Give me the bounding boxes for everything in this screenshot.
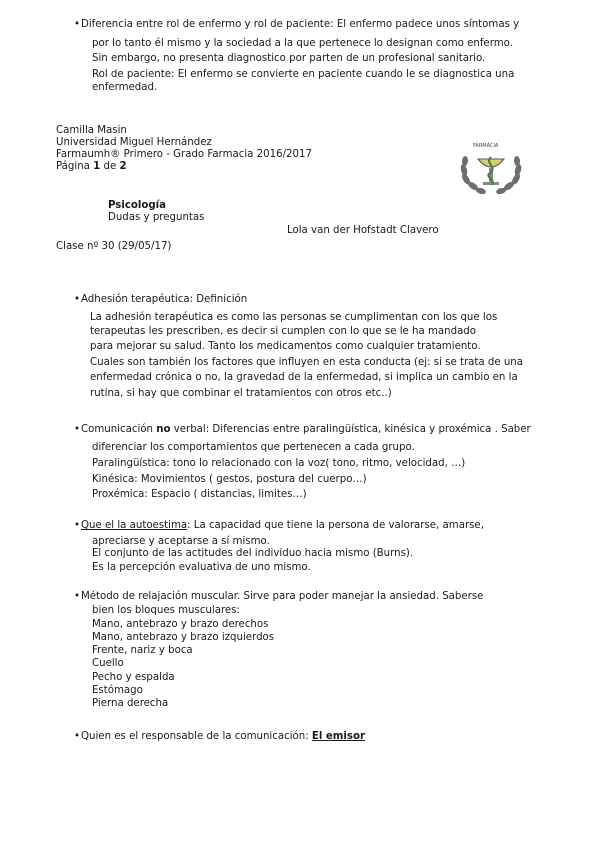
bullet-dot: •: [74, 19, 81, 30]
bullet-dot: •: [74, 294, 81, 305]
paragraph-line: enfermedad.: [92, 82, 158, 93]
paragraph-line: Proxémica: Espacio ( distancias, limites…): [92, 489, 307, 500]
section-heading: Quien es el responsable de la comunicación: El emisor: [81, 731, 365, 742]
paragraph-line: Diferencia entre rol de enfermo y rol de paciente: El enfermo padece unos síntomas y: [81, 19, 520, 30]
paragraph-line: por lo tanto él mismo y la sociedad a la que pertenece lo designan como enfermo.: [92, 38, 513, 49]
class-line: Clase nº 30 (29/05/17): [56, 241, 172, 252]
university-name: Universidad Miguel Hernández: [56, 137, 212, 148]
bullet-dot: •: [74, 591, 81, 602]
section-heading: Adhesión terapéutica: Definición: [81, 294, 248, 305]
list-item: bien los bloques musculares:: [92, 605, 240, 616]
page-total: 2: [119, 161, 127, 172]
paragraph-line: rutina, si hay que combinar el tratamientos con otros etc..): [90, 388, 392, 399]
paragraph-line: Es la percepción evaluativa de uno mismo.: [92, 562, 311, 573]
logo-label: FARMÀCIA: [473, 143, 499, 149]
subject-subtitle: Dudas y preguntas: [108, 212, 205, 223]
paragraph-line: Kinésica: Movimientos ( gestos, postura del cuerpo…): [92, 474, 367, 485]
bullet-dot: •: [74, 424, 81, 435]
paragraph-line: La adhesión terapéutica es como las personas se cumplimentan con los que los: [90, 312, 498, 323]
paragraph-line: terapeutas les prescriben, es decir si cumplen con lo que se le ha mandado: [90, 326, 477, 337]
section-heading: Que el la autoestima: La capacidad que tiene la persona de valorarse, amarse,: [81, 520, 484, 531]
paragraph-line: enfermedad crónica o no, la gravedad de la enfermedad, si implica un cambio en la: [90, 372, 518, 383]
subject-title: Psicología: [108, 200, 167, 211]
bullet-dot: •: [74, 520, 81, 531]
course-info: Farmaumh® Primero - Grado Farmacia 2016/2017: [56, 149, 312, 160]
page-number: 1: [93, 161, 101, 172]
list-item: Mano, antebrazo y brazo izquierdos: [92, 632, 275, 643]
list-item: Frente, nariz y boca: [92, 645, 193, 656]
paragraph-line: para mejorar su salud. Tanto los medicamentos como cualquier tratamiento.: [90, 341, 481, 352]
list-item: Pecho y espalda: [92, 672, 175, 683]
section-heading: Método de relajación muscular. Sirve para poder manejar la ansiedad. Saberse: [81, 591, 484, 602]
list-item: Estómago: [92, 685, 143, 696]
paragraph-line: Sin embargo, no presenta diagnostico por parten de un profesional sanitario.: [92, 53, 486, 64]
paragraph-line: El conjunto de las actitudes del individuo hacia mismo (Burns).: [92, 548, 414, 559]
paragraph-line: Cuales son también los factores que influyen en esta conducta (ej: si se trata de una: [90, 357, 524, 368]
paragraph-line: apreciarse y aceptarse a sí mismo.: [92, 536, 270, 547]
section-heading: Comunicación no verbal: Diferencias entre paralingüística, kinésica y proxémica . Saber: [81, 424, 531, 435]
professor-name: Lola van der Hofstadt Clavero: [287, 225, 439, 236]
paragraph-line: Paralingüística: tono lo relacionado con la voz( tono, ritmo, velocidad, …): [92, 458, 466, 469]
bullet-dot: •: [74, 731, 81, 742]
answer-text: El emisor: [311, 731, 365, 742]
list-item: Pierna derecha: [92, 698, 169, 709]
author-name: Camilla Masin: [56, 125, 127, 136]
page-indicator: Página 1 de 2: [56, 161, 127, 172]
list-item: Cuello: [92, 658, 124, 669]
list-item: Mano, antebrazo y brazo derechos: [92, 619, 269, 630]
paragraph-line: Rol de paciente: El enfermo se convierte en paciente cuando le se diagnostica una: [92, 69, 515, 80]
paragraph-line: diferenciar los comportamientos que pertenecen a cada grupo.: [92, 442, 415, 453]
pharmacy-logo-icon: [456, 141, 526, 201]
